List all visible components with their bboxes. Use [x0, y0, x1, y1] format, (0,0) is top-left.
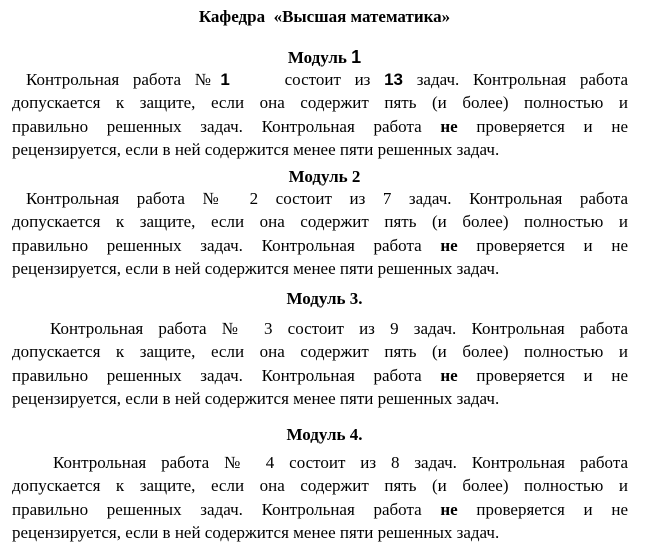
module-1-bold-not: не: [440, 116, 458, 136]
module-3-heading: Модуль 3.: [286, 289, 363, 308]
module-2-bold-not: не: [440, 235, 458, 255]
module-1-line-3-part-a: правильно решенных задач. Контрольная работа: [12, 116, 422, 136]
module-1-heading-prefix: Модуль: [287, 48, 352, 67]
module-1-line-4: рецензируется, если в ней содержится менее пяти решенных задач.: [12, 140, 500, 160]
module-3-line-4: рецензируется, если в ней содержится менее пяти решенных задач.: [12, 389, 500, 409]
module-2-line-1: Контрольная работа № 2 состоит из 7 задач. Контрольная работа: [26, 189, 628, 208]
module-4-paragraph: [12, 451, 628, 545]
module-1-number: 1: [220, 70, 230, 89]
module-2-line-3-part-a: правильно решенных задач. Контрольная работа: [12, 235, 422, 255]
module-4-bold-not: не: [440, 499, 458, 519]
module-1-task-count: 13: [384, 70, 404, 89]
module-2-paragraph: [12, 187, 628, 281]
module-4-line-1: Контрольная работа № 4 состоит из 8 задач. Контрольная работа: [53, 453, 628, 472]
module-2-line-2: допускается к защите, если она содержит пять (и более) полностью и: [12, 212, 628, 232]
module-1-line-3: [12, 115, 628, 138]
module-3-line-1: Контрольная работа № 3 состоит из 9 задач. Контрольная работа: [50, 319, 628, 338]
module-1-paragraph: [12, 68, 628, 162]
module-4-heading: Модуль 4.: [286, 425, 363, 444]
module-2-line-3-part-b: проверяется и не: [476, 235, 628, 255]
module-1-heading-number: 1: [351, 47, 362, 67]
module-1-line-2: допускается к защите, если она содержит пять (и более) полностью и: [12, 93, 628, 113]
module-4-line-4: рецензируется, если в ней содержится менее пяти решенных задач.: [12, 523, 500, 543]
module-3-line-3: [12, 364, 628, 387]
module-4-line-3-part-a: правильно решенных задач. Контрольная работа: [12, 499, 422, 519]
module-1-line-1: [12, 68, 628, 91]
module-3-line-3-part-b: проверяется и не: [476, 365, 628, 385]
module-1-line-1-part-c: задач. Контрольная работа: [416, 70, 629, 89]
module-3-bold-not: не: [440, 365, 458, 385]
module-1-line-1-part-b: состоит из: [284, 70, 371, 89]
module-4-line-3-part-b: проверяется и не: [476, 499, 628, 519]
module-1-line-1-part-a: Контрольная работа №: [26, 70, 221, 89]
module-3-line-2: допускается к защите, если она содержит пять (и более) полностью и: [12, 342, 628, 362]
module-3-paragraph: [12, 317, 628, 411]
department-title: Кафедра «Высшая математика»: [198, 7, 451, 26]
module-4-line-2: допускается к защите, если она содержит пять (и более) полностью и: [12, 476, 628, 496]
module-4-line-3: [12, 498, 628, 521]
module-3-line-3-part-a: правильно решенных задач. Контрольная работа: [12, 365, 422, 385]
module-2-line-4: рецензируется, если в ней содержится менее пяти решенных задач.: [12, 259, 500, 279]
module-2-heading: Модуль 2: [288, 167, 361, 186]
module-2-line-3: [12, 234, 628, 257]
module-1-line-3-part-b: проверяется и не: [476, 116, 628, 136]
module-1-heading: [0, 46, 649, 69]
